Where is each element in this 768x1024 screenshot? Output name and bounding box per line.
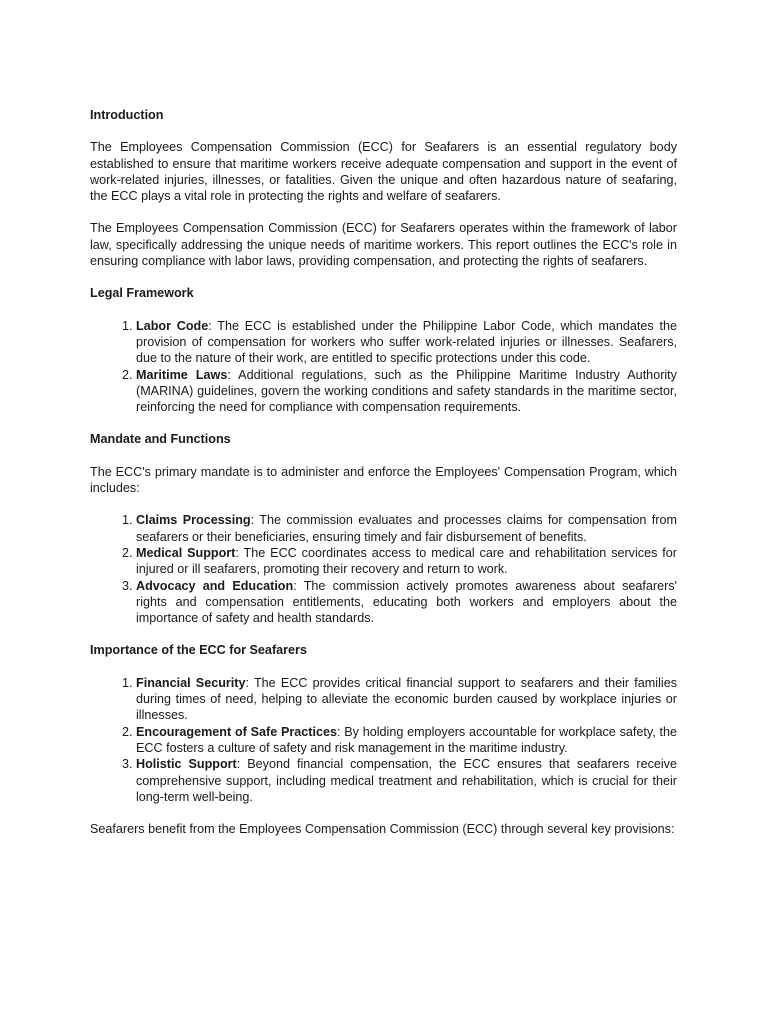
list-item — [136, 512, 677, 545]
intro-paragraph: The Employees Compensation Commission (ECC) for Seafarers operates within the framework of labor law, specifically addressing the unique needs of maritime workers. This report outlines the ECC's role in ensuring compliance with labor laws, providing compensation, and protecting the rights of seafarers. — [90, 221, 677, 269]
list-item-text: : The ECC provides critical financial support to seafarers and their families during times of need, helping to alleviate the economic burden caused by workplace injuries or illnesses. — [136, 675, 677, 723]
list-item-text: : Additional regulations, such as the Philippine Maritime Industry Authority (MARINA) guidelines, govern the working conditions and safety standards in the maritime sector, reinforcing the need for compliance with compensation requirements. — [136, 367, 677, 415]
list-item — [136, 578, 677, 627]
mandate-intro-paragraph: The ECC's primary mandate is to administer and enforce the Employees' Compensation Program, which includes: — [90, 464, 677, 496]
list-item — [136, 318, 677, 367]
legal-framework-list — [90, 318, 677, 416]
list-item-term: Medical Support — [136, 545, 236, 560]
section-heading-mandate: Mandate and Functions — [90, 432, 231, 447]
section-heading-introduction: Introduction — [90, 108, 164, 122]
list-item-text: : The ECC is established under the Philippine Labor Code, which mandates the provision of compensation for workers who suffer work-related injuries or illnesses. Seafarers, due to the nature of their work, are entitled to specific protections under this code. — [136, 318, 678, 366]
list-item — [136, 367, 677, 416]
list-item-text: : The commission evaluates and processes claims for compensation from seafarers or their beneficiaries, ensuring timely and fair disbursement of benefits. — [136, 513, 677, 544]
section-heading-legal-framework: Legal Framework — [90, 286, 194, 301]
closing-paragraph: Seafarers benefit from the Employees Compensation Commission (ECC) through several key provisions: — [90, 822, 675, 837]
list-item-term: Maritime Laws — [136, 367, 228, 382]
section-heading-importance: Importance of the ECC for Seafarers — [90, 643, 307, 658]
intro-paragraph: The Employees Compensation Commission (ECC) for Seafarers is an essential regulatory body established to ensure that maritime workers receive adequate compensation and support in the event of work-related injuries, illnesses, or fatalities. Given the unique and often hazardous nature of seafaring, the ECC plays a vital role in protecting the rights and welfare of seafarers. — [90, 140, 677, 204]
list-item-term: Encouragement of Safe Practices — [136, 724, 337, 739]
list-item — [136, 675, 677, 724]
list-item-text: : Beyond financial compensation, the ECC ensures that seafarers receive comprehensive support, including medical treatment and rehabilitation, which is crucial for their long-term well-being. — [136, 757, 677, 804]
list-item-term: Advocacy and Education — [136, 578, 294, 593]
list-item — [136, 724, 677, 757]
mandate-list — [90, 512, 677, 626]
list-item-term: Financial Security — [136, 675, 246, 690]
document-page — [90, 107, 677, 853]
list-item-term: Labor Code — [136, 318, 209, 333]
list-item — [136, 545, 677, 578]
list-item-term: Claims Processing — [136, 513, 251, 528]
list-item-text: : The ECC coordinates access to medical care and rehabilitation services for injured or ill seafarers, promoting their recovery and return to work. — [136, 545, 677, 577]
list-item — [136, 756, 677, 805]
importance-list — [90, 675, 677, 805]
list-item-term: Holistic Support — [136, 757, 237, 772]
list-item-text: : The commission actively promotes awareness about seafarers' rights and compensation entitlements, educating both workers and employers about the importance of safety and health standards. — [136, 578, 677, 626]
list-item-text: : By holding employers accountable for workplace safety, the ECC fosters a culture of safety and risk management in the maritime industry. — [136, 724, 677, 755]
